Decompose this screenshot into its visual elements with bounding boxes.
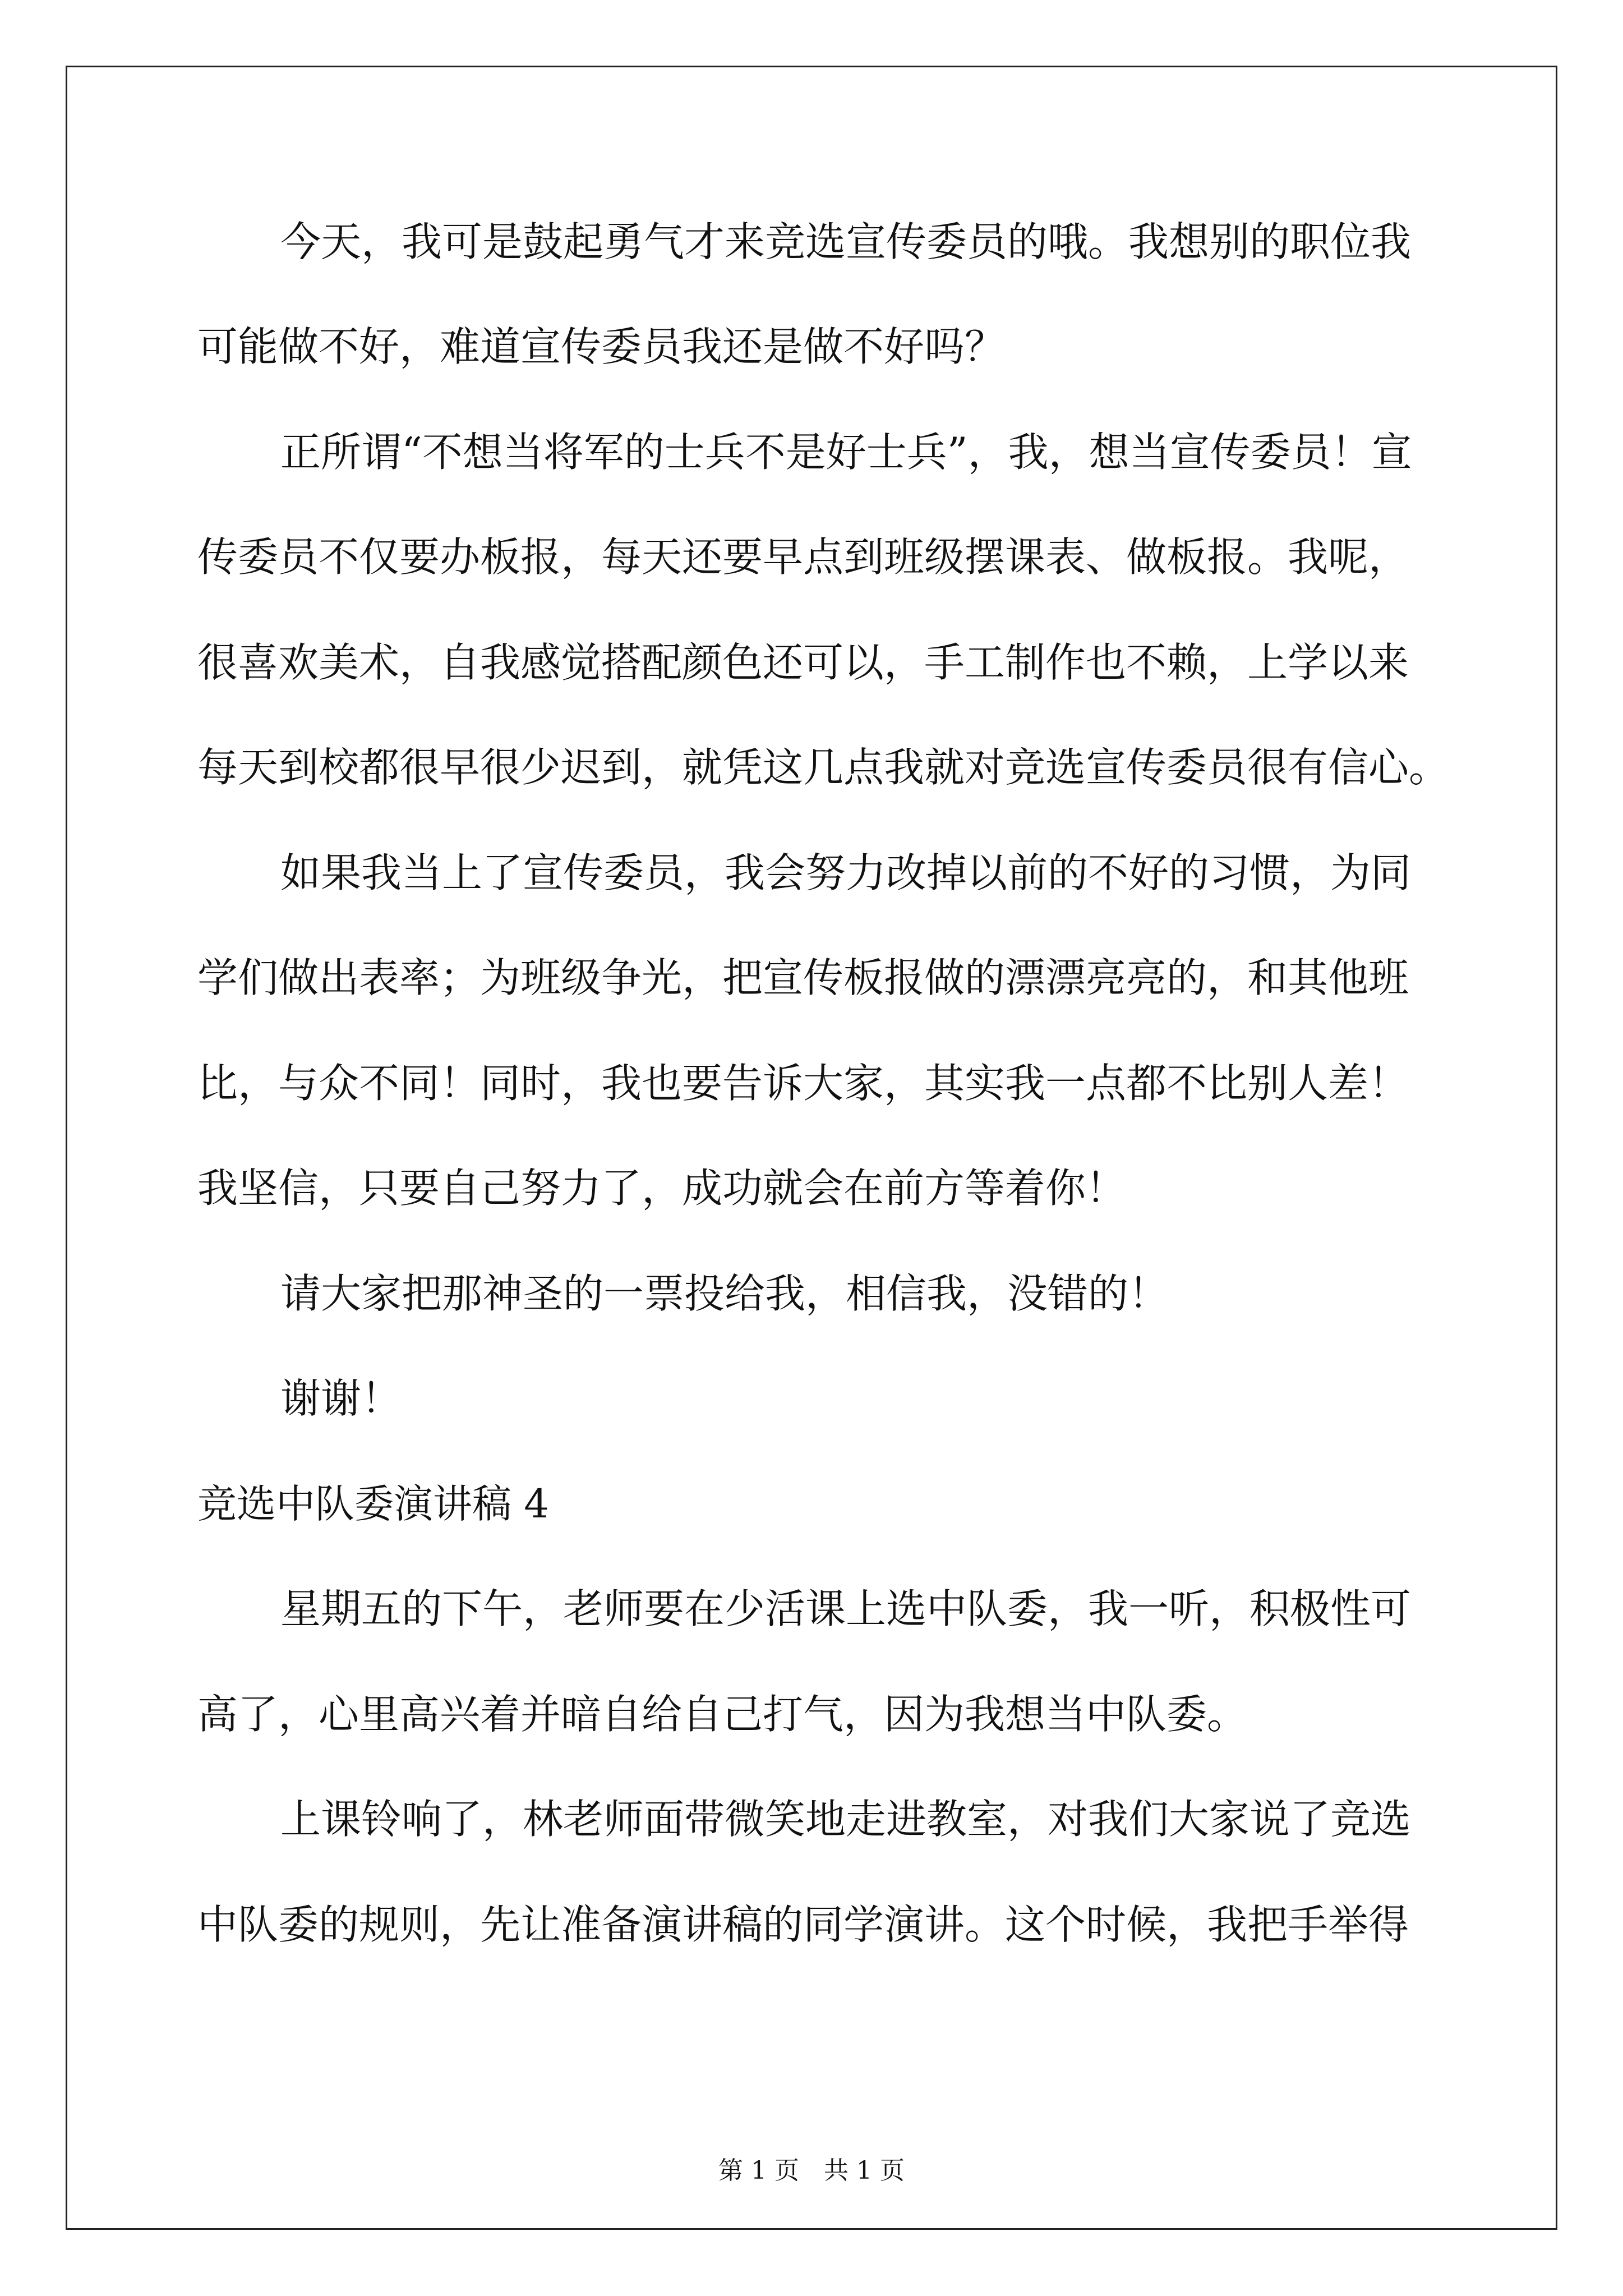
section-heading: 竞选中队委演讲稿 4 [197,1481,549,1527]
paragraph-3-line-1: 如果我当上了宣传委员，我会努力改掉以前的不好的习惯，为同 [280,849,1412,896]
section-paragraph-2-line-1: 上课铃响了，林老师面带微笑地走进教室，对我们大家说了竞选 [280,1796,1412,1843]
paragraph-4-line-1: 请大家把那神圣的一票投给我，相信我，没错的！ [280,1270,1169,1317]
paragraph-3-line-4: 我坚信，只要自己努力了，成功就会在前方等着你！ [197,1165,1127,1212]
section-paragraph-1-line-1: 星期五的下午，老师要在少活课上选中队委，我一听，积极性可 [280,1585,1412,1632]
section-paragraph-2-line-2: 中队委的规则，先让准备演讲稿的同学演讲。这个时候，我把手举得 [197,1901,1409,1948]
paragraph-5-line-1: 谢谢！ [280,1375,402,1422]
paragraph-2-line-1: 正所谓“不想当将军的士兵不是好士兵”，我，想当宣传委员！宣 [280,429,1412,476]
paragraph-2-line-2: 传委员不仅要办板报，每天还要早点到班级摆课表、做板报。我呢， [197,533,1409,581]
paragraph-3-line-2: 学们做出表率；为班级争光，把宣传板报做的漂漂亮亮的，和其他班 [197,954,1409,1001]
page-footer: 第 1 页 共 1 页 [718,2156,905,2185]
paragraph-3-line-3: 比，与众不同！同时，我也要告诉大家，其实我一点都不比别人差！ [197,1060,1409,1107]
paragraph-1-line-1: 今天，我可是鼓起勇气才来竞选宣传委员的哦。我想别的职位我 [280,218,1412,265]
paragraph-2-line-3: 很喜欢美术，自我感觉搭配颜色还可以，手工制作也不赖，上学以来 [197,639,1409,686]
section-paragraph-1-line-2: 高了，心里高兴着并暗自给自己打气，因为我想当中队委。 [197,1691,1248,1738]
paragraph-2-line-4: 每天到校都很早很少迟到，就凭这几点我就对竞选宣传委员很有信心。 [197,744,1450,791]
paragraph-1-line-2: 可能做不好，难道宣传委员我还是做不好吗？ [197,323,1006,370]
